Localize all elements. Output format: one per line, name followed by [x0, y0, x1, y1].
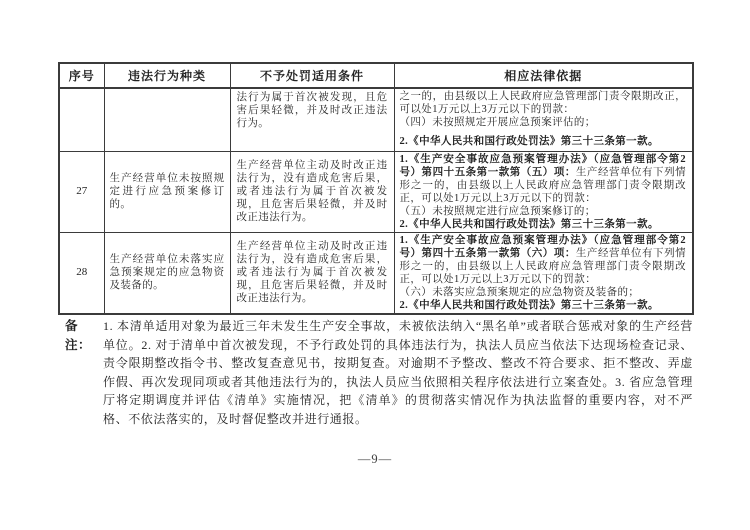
violation-cell: 生产经营单位未按照规定进行应急预案修订的。	[104, 151, 230, 232]
legal-statute-text: 之一的，由县级以上人民政府应急管理部门责令限期改正，可以处1万元以上3万元以下的罚款：	[399, 91, 686, 115]
legal-basis-cell	[394, 232, 693, 314]
remarks-text: 1. 本清单适用对象为最近三年未发生生产安全事故，未被依法纳入“黑名单”或者联合惩戒对象的生产经营单位。2. 对于清单中首次被发现，不予行政处罚的具体违法行为，执法人员应当依法下达现场检查记录、责令限期整改指令书、整改复查意见书，按期复查。对逾期不予整改、整改不符合要求、拒不整改、弄虚作假、再次发现同项或者其他违法行为的，执法人员应当依照相关程序依法进行立案查处。3. 省应急管理厅将定期调度并评估《清单》实施情况，把《清单》的贯彻落实情况作为执法监督的重要内容，对不严格、不依法落实的，及时督促整改并进行通报。	[103, 319, 693, 426]
table-row-27	[59, 151, 693, 232]
legal-item: （六）未落实应急预案规定的应急物资及装备的；	[399, 286, 640, 298]
penalty-exemption-table	[58, 62, 694, 315]
legal-closing: 2.《中华人民共和国行政处罚法》第三十三条第一款。	[399, 136, 659, 147]
legal-closing: 2.《中华人民共和国行政处罚法》第三十三条第一款。	[399, 299, 659, 311]
table-row-continuation	[59, 88, 693, 151]
condition-cell: 法行为属于首次被发现，且危害后果轻微，并及时改正违法行为。	[230, 88, 394, 151]
legal-basis-cell	[394, 151, 693, 232]
table-header-row	[59, 63, 693, 88]
legal-item: （五）未按照规定进行应急预案修订的；	[399, 205, 596, 217]
page-number: —9—	[357, 452, 393, 466]
legal-statute-title: 1.《生产安全事故应急预案管理办法》（应急管理部令第2号）第四十五条第一款第（五）项：	[399, 153, 686, 178]
header-legal-basis: 相应法律依据	[394, 63, 693, 88]
remarks-section	[65, 317, 693, 429]
seq-cell: 27	[59, 151, 104, 232]
header-seq: 序号	[59, 63, 104, 88]
table-row-28	[59, 232, 693, 314]
condition-cell: 生产经营单位主动及时改正违法行为，没有造成危害后果，或者违法行为属于首次被发现，且危害后果轻微，并及时改正违法行为。	[230, 151, 394, 232]
legal-statute-text: 生产经营单位有下列情形之一的，由县级以上人民政府应急管理部门责令限期改正，可以处1万元以上3万元以下的罚款：	[399, 247, 687, 285]
condition-cell: 生产经营单位主动及时改正违法行为，没有造成危害后果，或者违法行为属于首次被发现，且危害后果轻微，并及时改正违法行为。	[230, 232, 394, 314]
header-violation-type: 违法行为种类	[104, 63, 230, 88]
violation-cell: 生产经营单位未落实应急预案规定的应急物资及装备的。	[104, 232, 230, 314]
legal-basis-cell	[394, 88, 693, 151]
violation-cell	[104, 88, 230, 151]
remarks-label: 备注：	[65, 319, 92, 352]
legal-closing: 2.《中华人民共和国行政处罚法》第三十三条第一款。	[399, 218, 659, 230]
legal-statute-title: 1.《生产安全事故应急预案管理办法》（应急管理部令第2号）第四十五条第一款第（六）项：	[399, 234, 686, 259]
header-exemption-condition: 不予处罚适用条件	[230, 63, 394, 88]
seq-cell	[59, 88, 104, 151]
seq-cell: 28	[59, 232, 104, 314]
legal-statute-text: 生产经营单位有下列情形之一的，由县级以上人民政府应急管理部门责令限期改正，可以处1万元以上3万元以下的罚款：	[399, 166, 687, 204]
legal-item: （四）未按照规定开展应急预案评估的；	[399, 117, 596, 128]
